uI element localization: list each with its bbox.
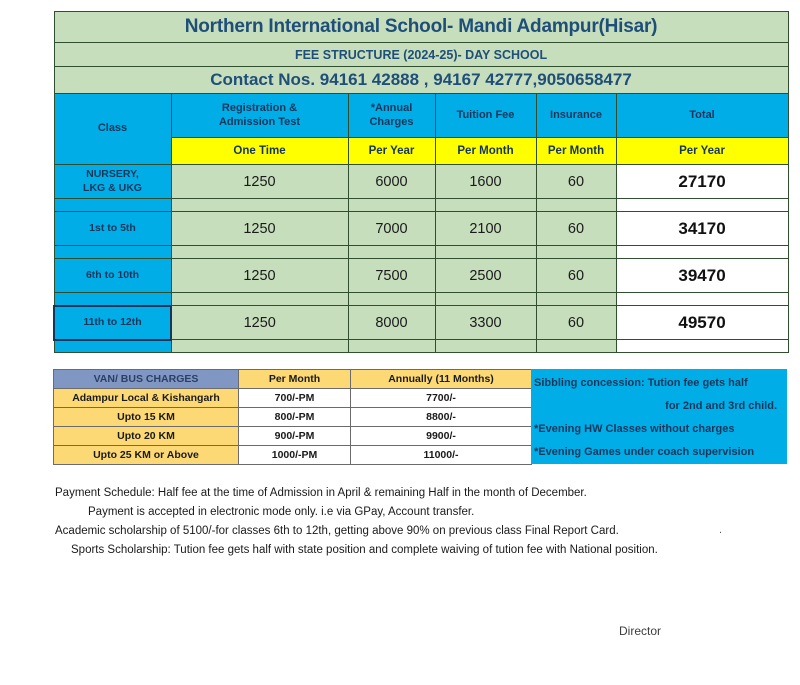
cell-total: 34170 (616, 212, 788, 246)
spacer-row (54, 199, 788, 212)
cell-annual: 6000 (348, 165, 435, 199)
page-title: Northern International School- Mandi Adampur(Hisar) (54, 12, 788, 43)
spacer-annual (348, 293, 435, 306)
cell-registration: 1250 (171, 306, 348, 340)
spacer-class (54, 293, 171, 306)
column-header-row (54, 94, 788, 138)
column-header-insurance: Insurance (536, 94, 616, 138)
row-class-label-line1: 1st to 5th (89, 221, 136, 234)
van-route-label: Upto 15 KM (54, 408, 239, 427)
cell-tuition: 3300 (435, 306, 536, 340)
spacer-total (616, 246, 788, 259)
cell-tuition: 2100 (435, 212, 536, 246)
spacer-tuition (435, 340, 536, 353)
cell-tuition: 2500 (435, 259, 536, 293)
unit-registration: One Time (171, 138, 348, 165)
director-signature-label: Director (619, 624, 662, 638)
note-sibling-concession-cont: for 2nd and 3rd child. (665, 400, 777, 412)
note-sports-scholarship: Sports Scholarship: Tution fee gets half with state position and complete waiving of tution fee with National position. (71, 544, 658, 556)
spacer-row (54, 246, 788, 259)
van-header-per-month: Per Month (239, 370, 351, 389)
column-header-annual-line1: *Annual (370, 101, 413, 114)
van-header-title: VAN/ BUS CHARGES (54, 370, 239, 389)
column-header-annual (348, 94, 435, 138)
table-row (54, 259, 788, 293)
spacer-annual (348, 340, 435, 353)
spacer-insurance (536, 293, 616, 306)
van-per-month: 1000/-PM (239, 446, 351, 465)
van-route-label: Adampur Local & Kishangarh (54, 389, 239, 408)
spacer-tuition (435, 199, 536, 212)
table-row (54, 306, 788, 340)
column-header-class: Class (54, 94, 171, 165)
cell-insurance: 60 (536, 165, 616, 199)
spacer-registration (171, 293, 348, 306)
row-class-label (54, 165, 171, 199)
cell-annual: 8000 (348, 306, 435, 340)
table-row (54, 165, 788, 199)
cell-registration: 1250 (171, 212, 348, 246)
van-row (54, 408, 532, 427)
cell-registration: 1250 (171, 165, 348, 199)
van-annually: 9900/- (351, 427, 532, 446)
cell-tuition: 1600 (435, 165, 536, 199)
van-annually: 8800/- (351, 408, 532, 427)
table-row (54, 212, 788, 246)
page-subtitle: FEE STRUCTURE (2024-25)- DAY SCHOOL (54, 43, 788, 67)
spacer-registration (171, 199, 348, 212)
unit-insurance: Per Month (536, 138, 616, 165)
row-class-label (54, 306, 171, 340)
note-payment-schedule: Payment Schedule: Half fee at the time of Admission in April & remaining Half in the month of December. (55, 487, 587, 499)
spacer-class (54, 199, 171, 212)
unit-tuition: Per Month (435, 138, 536, 165)
cell-insurance: 60 (536, 212, 616, 246)
cell-insurance: 60 (536, 306, 616, 340)
van-annually: 7700/- (351, 389, 532, 408)
row-class-label (54, 259, 171, 293)
cell-total: 49570 (616, 306, 788, 340)
concession-notes-panel (531, 369, 787, 464)
cell-total: 39470 (616, 259, 788, 293)
spacer-row (54, 293, 788, 306)
van-annually: 11000/- (351, 446, 532, 465)
van-header-row (54, 370, 532, 389)
spacer-annual (348, 246, 435, 259)
contact-row (54, 67, 788, 94)
note-evening-hw: *Evening HW Classes without charges (534, 423, 735, 435)
note-evening-games: *Evening Games under coach supervision (534, 446, 755, 458)
stray-mark: . (719, 524, 723, 536)
cell-insurance: 60 (536, 259, 616, 293)
van-route-label: Upto 20 KM (54, 427, 239, 446)
spacer-insurance (536, 199, 616, 212)
note-academic-scholarship: Academic scholarship of 5100/-for classes 6th to 12th, getting above 90% on previous class Final Report Card. (55, 525, 619, 537)
spacer-class (54, 246, 171, 259)
spacer-row (54, 340, 788, 353)
spacer-insurance (536, 246, 616, 259)
spacer-total (616, 199, 788, 212)
subtitle-row (54, 43, 788, 67)
note-payment-mode: Payment is accepted in electronic mode only. i.e via GPay, Account transfer. (88, 506, 475, 518)
row-class-label-line1: NURSERY, (86, 167, 139, 180)
column-header-tuition: Tuition Fee (435, 94, 536, 138)
column-header-registration-line1: Registration & (221, 101, 298, 114)
van-per-month: 700/-PM (239, 389, 351, 408)
contact-numbers: Contact Nos. 94161 42888 , 94167 42777,9050658477 (54, 67, 788, 94)
spacer-total (616, 293, 788, 306)
unit-annual: Per Year (348, 138, 435, 165)
spacer-annual (348, 199, 435, 212)
spacer-class (54, 340, 171, 353)
title-row (54, 12, 788, 43)
spacer-tuition (435, 293, 536, 306)
van-per-month: 800/-PM (239, 408, 351, 427)
column-header-registration-line2: Admission Test (218, 115, 301, 128)
column-header-total: Total (616, 94, 788, 138)
spacer-total (616, 340, 788, 353)
row-class-label-line2: LKG & UKG (83, 181, 142, 194)
van-bus-charges-table (53, 369, 532, 465)
van-row (54, 389, 532, 408)
unit-total: Per Year (616, 138, 788, 165)
cell-total: 27170 (616, 165, 788, 199)
spacer-tuition (435, 246, 536, 259)
column-header-registration (171, 94, 348, 138)
bottom-notes (55, 484, 775, 560)
van-header-annually: Annually (11 Months) (351, 370, 532, 389)
cell-annual: 7000 (348, 212, 435, 246)
van-row (54, 427, 532, 446)
spacer-registration (171, 246, 348, 259)
row-class-label-line1: 6th to 10th (85, 268, 140, 281)
cell-registration: 1250 (171, 259, 348, 293)
van-route-label: Upto 25 KM or Above (54, 446, 239, 465)
van-per-month: 900/-PM (239, 427, 351, 446)
fee-structure-table (53, 11, 789, 353)
spacer-insurance (536, 340, 616, 353)
column-header-annual-line2: Charges (369, 115, 414, 128)
row-class-label-line1: 11th to 12th (83, 315, 142, 328)
row-class-label (54, 212, 171, 246)
spacer-registration (171, 340, 348, 353)
van-row (54, 446, 532, 465)
note-sibling-concession: Sibbling concession: Tution fee gets half (534, 377, 748, 389)
cell-annual: 7500 (348, 259, 435, 293)
